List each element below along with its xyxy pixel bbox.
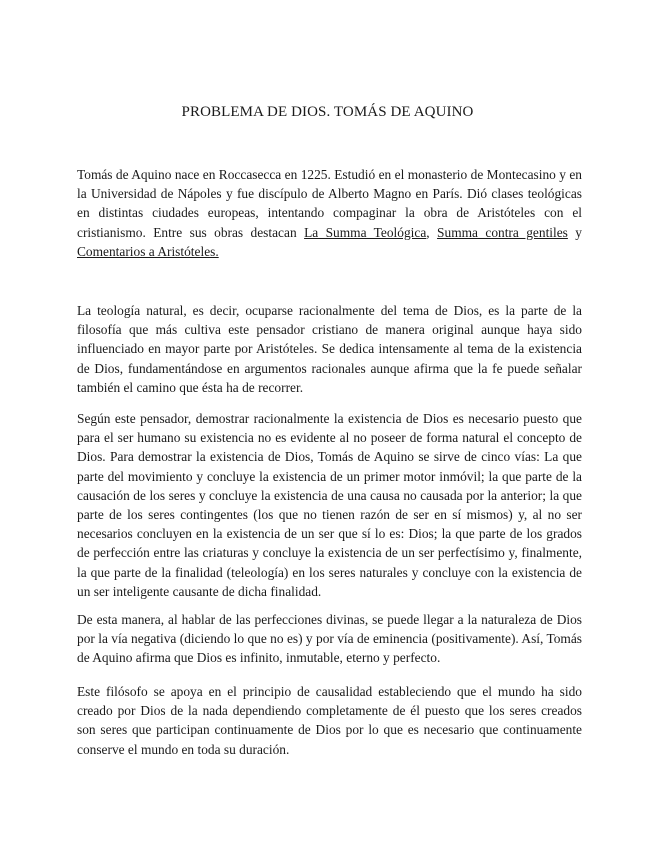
work-summa-contra-gentiles: Summa contra gentiles [437, 224, 568, 240]
page-title: PROBLEMA DE DIOS. TOMÁS DE AQUINO [181, 104, 474, 120]
paragraph-perfecciones-divinas: De esta manera, al hablar de las perfecciones divinas, se puede llegar a la naturaleza de Dios por la vía negativa (diciendo lo que no es) y por vía de eminencia (positivamente). Así, Tomás de Aquino afirma que Dios es infinito, inmutable, eterno y perfecto. [77, 612, 582, 666]
intro-separator-comma: , [426, 224, 438, 240]
paragraph-teologia-natural: La teología natural, es decir, ocuparse racionalmente del tema de Dios, es la parte de la filosofía que más cultiva este pensador cristiano de manera original aunque haya sido influenciado en mayor parte por Aristóteles. Se dedica intensamente al tema de la existencia de Dios, fundamentándose en argumentos racionales aunque afirma que la fe puede señalar también el camino que ésta ha de recorrer. [77, 303, 582, 395]
paragraph-causalidad: Este filósofo se apoya en el principio de causalidad estableciendo que el mundo ha sido creado por Dios de la nada dependiendo completamente de él puesto que los seres creados son seres que participan continuamente de Dios por lo que es necesario que continuamente conserve el mundo en toda su duración. [77, 684, 582, 757]
intro-text: Tomás de Aquino nace en Roccasecca en 1225. Estudió en el monasterio de Montecasino y en la Universidad de Nápoles y fue discípulo de Alberto Magno en París. Dió clases teológicas en distintas ciudades europeas, intentando compaginar la obra de Aristóteles con el cristianismo. Entre sus obras destacan [77, 167, 582, 240]
intro-separator-and: y [567, 224, 582, 240]
paragraph-cinco-vias: Según este pensador, demostrar racionalmente la existencia de Dios es necesario puesto que para el ser humano su existencia no es evidente al no poseer de forma natural el concepto de Dios. Para demostrar la existencia de Dios, Tomás de Aquino se sirve de cinco vías: La que parte del movimiento y concluye la existencia de un primer motor inmóvil; la que parte de la causación de los seres y concluye la existencia de una causa no causada por la anterior; la que parte de los seres contingentes (los que no tienen razón de ser en sí mismos) y, al no ser necesarios concluyen en la existencia de un ser que sí lo es: Dios; la que parte de los grados de perfección entre las criaturas y concluye la existencia de un ser perfectísimo y, finalmente, la que parte de la finalidad (teleología) en los seres naturales y concluye con la existencia de un ser inteligente causante de dicha finalidad. [77, 411, 582, 599]
intro-paragraph [77, 165, 582, 261]
work-comentarios-aristoteles: Comentarios a Aristóteles. [77, 243, 219, 259]
work-summa-teologica: La Summa Teológica [304, 224, 427, 240]
